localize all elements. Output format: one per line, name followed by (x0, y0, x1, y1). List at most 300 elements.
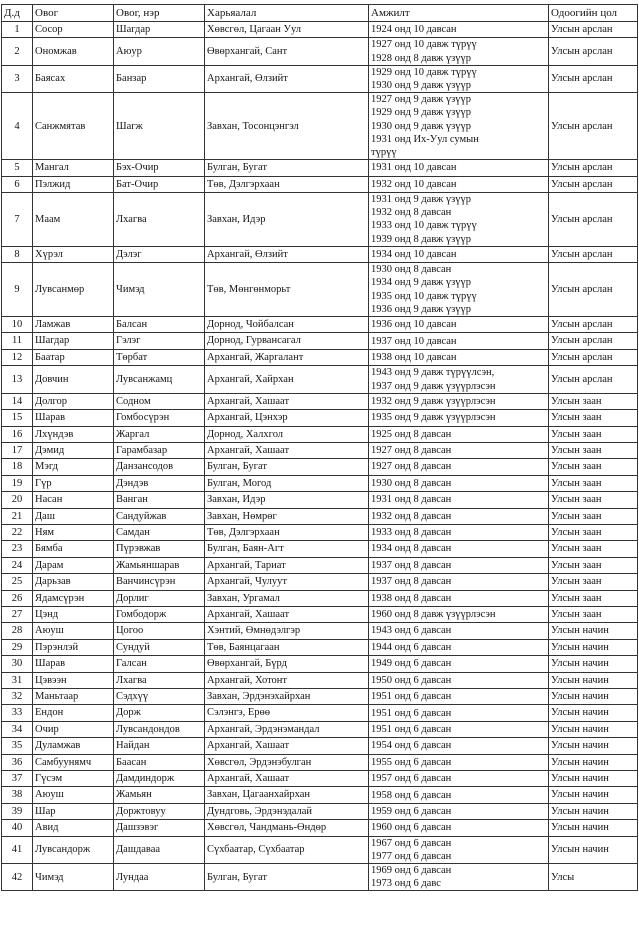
achievement-line: 1930 онд 8 давсан (371, 477, 452, 489)
cell-achievement (369, 38, 549, 65)
cell-name: Шагдар (114, 22, 205, 38)
cell-origin: Завхан, Идэр (205, 193, 369, 247)
cell-surname: Баатар (33, 349, 114, 365)
table-row (2, 836, 638, 863)
achievement-line: 1937 онд 8 давсан (371, 576, 452, 588)
cell-origin: Дорнод, Чойбалсан (205, 317, 369, 333)
achievement-line: 1935 онд 10 давж түрүү (371, 290, 477, 302)
cell-achievement (369, 410, 549, 426)
cell-title: Улсын арслан (549, 22, 638, 38)
table-row (2, 22, 638, 38)
table-row (2, 689, 638, 705)
cell-name: Жаргал (114, 426, 205, 442)
cell-name: Балсан (114, 317, 205, 333)
cell-surname: Аюуш (33, 787, 114, 803)
cell-surname: Дарьзав (33, 574, 114, 590)
achievement-line: 1949 онд 6 давсан (371, 658, 452, 670)
cell-number: 12 (2, 349, 33, 365)
cell-number: 33 (2, 705, 33, 721)
achievement-line: 1954 онд 6 давсан (371, 740, 452, 752)
cell-number: 34 (2, 721, 33, 737)
cell-name: Төрбат (114, 349, 205, 365)
cell-title: Улсын заан (549, 508, 638, 524)
table-row (2, 787, 638, 803)
cell-name: Чимэд (114, 263, 205, 317)
cell-achievement (369, 541, 549, 557)
table-row (2, 656, 638, 672)
achievement-line: 1950 онд 6 давсан (371, 674, 452, 686)
cell-surname: Шар (33, 803, 114, 819)
cell-title: Улсын арслан (549, 160, 638, 176)
cell-achievement (369, 193, 549, 247)
cell-name: Галсан (114, 656, 205, 672)
table-row (2, 864, 638, 891)
cell-achievement (369, 508, 549, 524)
cell-number: 16 (2, 426, 33, 442)
achievement-line: 1927 онд 8 давсан (371, 445, 452, 457)
cell-surname: Хүрэл (33, 246, 114, 262)
cell-origin: Хөвсгөл, Чандмань-Өндөр (205, 820, 369, 836)
cell-number: 15 (2, 410, 33, 426)
cell-surname: Очир (33, 721, 114, 737)
cell-origin: Архангай, Хайрхан (205, 366, 369, 393)
achievement-line: 1931 онд 8 давсан (371, 494, 452, 506)
achievement-line: 1932 онд 8 давсан (371, 207, 452, 219)
cell-surname: Самбуунямч (33, 754, 114, 770)
cell-surname: Лувсандорж (33, 836, 114, 863)
cell-title: Улсын заан (549, 590, 638, 606)
table-row (2, 639, 638, 655)
cell-number: 13 (2, 366, 33, 393)
wrestlers-table (1, 4, 638, 891)
cell-title: Улсын начин (549, 820, 638, 836)
cell-achievement (369, 557, 549, 573)
cell-surname: Ядамсүрэн (33, 590, 114, 606)
cell-title: Улсын арслан (549, 65, 638, 92)
cell-number: 39 (2, 803, 33, 819)
cell-achievement (369, 864, 549, 891)
cell-name: Ванчинсүрэн (114, 574, 205, 590)
achievement-line: 1938 онд 10 давсан (371, 351, 457, 363)
table-row (2, 557, 638, 573)
cell-title: Улсын начин (549, 738, 638, 754)
table-row (2, 508, 638, 524)
cell-title: Улсын заан (549, 557, 638, 573)
cell-number: 11 (2, 333, 33, 349)
cell-origin: Төв, Дэлгэрхаан (205, 176, 369, 192)
cell-title: Улсын заан (549, 492, 638, 508)
cell-title: Улсын заан (549, 426, 638, 442)
cell-title: Улсын начин (549, 754, 638, 770)
col-header-surname: Овог (33, 5, 114, 22)
cell-achievement (369, 639, 549, 655)
achievement-line: 1927 онд 8 давсан (371, 461, 452, 473)
cell-title: Улсын начин (549, 836, 638, 863)
cell-name: Баасан (114, 754, 205, 770)
cell-origin: Архангай, Хашаат (205, 606, 369, 622)
cell-number: 30 (2, 656, 33, 672)
cell-number: 35 (2, 738, 33, 754)
cell-number: 9 (2, 263, 33, 317)
achievement-line: 1931 онд 10 давсан (371, 162, 457, 174)
table-row (2, 160, 638, 176)
cell-surname: Гүсэм (33, 771, 114, 787)
cell-origin: Завхан, Эрдэнэхайрхан (205, 689, 369, 705)
cell-origin: Дундговь, Эрдэнэдалай (205, 803, 369, 819)
achievement-line: 1932 онд 10 давсан (371, 178, 457, 190)
table-row (2, 738, 638, 754)
cell-achievement (369, 475, 549, 491)
cell-origin: Хэнтий, Өмнөдэлгэр (205, 623, 369, 639)
cell-surname: Цэнд (33, 606, 114, 622)
achievement-line: 1930 онд 9 давж үзүүр (371, 120, 472, 132)
cell-number: 19 (2, 475, 33, 491)
col-header-name: Овог, нэр (114, 5, 205, 22)
cell-title: Улсын начин (549, 623, 638, 639)
cell-name: Ванган (114, 492, 205, 508)
achievement-line: 1959 онд 6 давсан (371, 805, 452, 817)
cell-origin: Завхан, Нөмрөг (205, 508, 369, 524)
achievement-line: 1951 онд 6 давсан (371, 723, 452, 735)
col-header-number: Д.д (2, 5, 33, 22)
col-header-title: Одоогийн цол (549, 5, 638, 22)
cell-name: Сундуй (114, 639, 205, 655)
cell-achievement (369, 492, 549, 508)
achievement-line: 1934 онд 10 давсан (371, 248, 457, 260)
cell-title: Улсын арслан (549, 333, 638, 349)
cell-title: Улсын арслан (549, 176, 638, 192)
cell-origin: Өвөрхангай, Сант (205, 38, 369, 65)
cell-achievement (369, 623, 549, 639)
table-row (2, 771, 638, 787)
cell-name: Лхагва (114, 193, 205, 247)
cell-surname: Ендон (33, 705, 114, 721)
cell-title: Улсын начин (549, 689, 638, 705)
cell-name: Дашзэвэг (114, 820, 205, 836)
table-row (2, 623, 638, 639)
cell-title: Улсын начин (549, 803, 638, 819)
achievement-line: 1925 онд 8 давсан (371, 428, 452, 440)
achievement-line: 1936 онд 10 давсан (371, 319, 457, 331)
cell-number: 20 (2, 492, 33, 508)
cell-title: Улсын арслан (549, 93, 638, 160)
cell-achievement (369, 22, 549, 38)
cell-surname: Гүр (33, 475, 114, 491)
cell-number: 24 (2, 557, 33, 573)
cell-surname: Ономжав (33, 38, 114, 65)
cell-name: Самдан (114, 524, 205, 540)
cell-number: 1 (2, 22, 33, 38)
cell-name: Пүрэвжав (114, 541, 205, 557)
cell-number: 36 (2, 754, 33, 770)
cell-number: 40 (2, 820, 33, 836)
cell-achievement (369, 672, 549, 688)
achievement-line: 1936 онд 9 давж үзүүр (371, 303, 472, 315)
table-row (2, 410, 638, 426)
achievement-line: 1924 онд 10 давсан (371, 24, 457, 36)
cell-surname: Дэмид (33, 442, 114, 458)
cell-number: 8 (2, 246, 33, 262)
cell-name: Лхагва (114, 672, 205, 688)
achievement-line: 1932 онд 8 давсан (371, 510, 452, 522)
cell-number: 14 (2, 393, 33, 409)
achievement-line: 1960 онд 8 давж үзүүрлэсэн (371, 609, 496, 621)
cell-name: Дорж (114, 705, 205, 721)
cell-name: Гэлэг (114, 333, 205, 349)
table-row (2, 754, 638, 770)
table-row (2, 820, 638, 836)
achievement-line: 1937 онд 9 давж үзүүрлэсэн (371, 380, 496, 392)
cell-origin: Булган, Бугат (205, 864, 369, 891)
table-row (2, 475, 638, 491)
cell-title: Улсын заан (549, 574, 638, 590)
cell-achievement (369, 393, 549, 409)
cell-surname: Сосор (33, 22, 114, 38)
cell-title: Улсын заан (549, 541, 638, 557)
cell-name: Жамьяншарав (114, 557, 205, 573)
cell-achievement (369, 787, 549, 803)
achievement-line: 1932 онд 9 давж үзүүрлэсэн (371, 395, 496, 407)
cell-surname: Чимэд (33, 864, 114, 891)
cell-name: Дэндэв (114, 475, 205, 491)
cell-name: Найдан (114, 738, 205, 754)
achievement-line: 1943 онд 9 давж түрүүлсэн, (371, 367, 495, 379)
cell-origin: Завхан, Идэр (205, 492, 369, 508)
cell-title: Улсын арслан (549, 38, 638, 65)
table-row (2, 246, 638, 262)
achievement-line: 1957 онд 6 давсан (371, 773, 452, 785)
cell-title: Улсын начин (549, 721, 638, 737)
cell-achievement (369, 754, 549, 770)
cell-title: Улсын начин (549, 639, 638, 655)
cell-surname: Дарам (33, 557, 114, 573)
achievement-line: 1929 онд 10 давж түрүү (371, 66, 477, 78)
table-row (2, 606, 638, 622)
cell-achievement (369, 349, 549, 365)
cell-origin: Архангай, Жаргалант (205, 349, 369, 365)
table-row (2, 442, 638, 458)
achievement-line: 1934 онд 9 давж үзүүр (371, 277, 472, 289)
achievement-line: 1937 онд 8 давсан (371, 559, 452, 571)
cell-number: 5 (2, 160, 33, 176)
cell-name: Бат-Очир (114, 176, 205, 192)
table-row (2, 93, 638, 160)
cell-origin: Архангай, Өлзийт (205, 246, 369, 262)
col-header-achievement: Амжилт (369, 5, 549, 22)
achievement-line: түрүү (371, 147, 397, 159)
achievement-line: 1943 онд 6 давсан (371, 625, 452, 637)
table-row (2, 574, 638, 590)
cell-surname: Лхүндэв (33, 426, 114, 442)
cell-surname: Шарав (33, 656, 114, 672)
cell-origin: Архангай, Өлзийт (205, 65, 369, 92)
cell-surname: Лувсанмөр (33, 263, 114, 317)
achievement-line: 1927 онд 9 давж үзүүр (371, 94, 472, 106)
cell-achievement (369, 689, 549, 705)
cell-title: Улсын заан (549, 475, 638, 491)
achievement-line: 1927 онд 10 давж түрүү (371, 39, 477, 51)
table-row (2, 721, 638, 737)
cell-achievement (369, 803, 549, 819)
cell-achievement (369, 771, 549, 787)
cell-title: Улсын заан (549, 459, 638, 475)
cell-achievement (369, 65, 549, 92)
achievement-line: 1967 онд 6 давсан (371, 837, 452, 849)
cell-origin: Архангай, Тариат (205, 557, 369, 573)
cell-origin: Сүхбаатар, Сүхбаатар (205, 836, 369, 863)
cell-achievement (369, 176, 549, 192)
cell-title: Улсын начин (549, 787, 638, 803)
cell-number: 37 (2, 771, 33, 787)
cell-number: 21 (2, 508, 33, 524)
achievement-line: 1960 онд 6 давсан (371, 822, 452, 834)
achievement-line: 1958 онд 6 давсан (371, 789, 452, 801)
cell-name: Бэх-Очир (114, 160, 205, 176)
cell-name: Лувсанжамц (114, 366, 205, 393)
table-row (2, 38, 638, 65)
cell-surname: Мангал (33, 160, 114, 176)
cell-number: 25 (2, 574, 33, 590)
achievement-line: 1931 онд Их-Уул сумын (371, 133, 479, 145)
table-row (2, 590, 638, 606)
cell-origin: Төв, Мөнгөнморьт (205, 263, 369, 317)
cell-origin: Завхан, Ургамал (205, 590, 369, 606)
achievement-line: 1935 онд 9 давж үзүүрлэсэн (371, 412, 496, 424)
cell-origin: Архангай, Эрдэнэмандал (205, 721, 369, 737)
cell-achievement (369, 738, 549, 754)
achievement-line: 1931 онд 9 давж үзүүр (371, 194, 472, 206)
cell-surname: Пэлжид (33, 176, 114, 192)
table-row (2, 393, 638, 409)
cell-name: Лувсандондов (114, 721, 205, 737)
cell-number: 32 (2, 689, 33, 705)
cell-achievement (369, 246, 549, 262)
cell-title: Улсын начин (549, 705, 638, 721)
achievement-line: 1930 онд 9 давж үзүүр (371, 80, 472, 92)
cell-number: 23 (2, 541, 33, 557)
cell-origin: Булган, Баян-Агт (205, 541, 369, 557)
achievement-line: 1933 онд 10 давж түрүү (371, 220, 477, 232)
cell-surname: Ламжав (33, 317, 114, 333)
table-row (2, 263, 638, 317)
cell-surname: Шарав (33, 410, 114, 426)
cell-origin: Завхан, Тосонцэнгэл (205, 93, 369, 160)
cell-number: 29 (2, 639, 33, 655)
cell-achievement (369, 606, 549, 622)
cell-number: 28 (2, 623, 33, 639)
cell-title: Улсын начин (549, 672, 638, 688)
cell-name: Доржтовуу (114, 803, 205, 819)
cell-number: 17 (2, 442, 33, 458)
cell-achievement (369, 366, 549, 393)
cell-achievement (369, 160, 549, 176)
cell-surname: Даш (33, 508, 114, 524)
table-row (2, 176, 638, 192)
cell-origin: Архангай, Цэнхэр (205, 410, 369, 426)
table-row (2, 426, 638, 442)
table-row (2, 803, 638, 819)
cell-surname: Пэрэнлэй (33, 639, 114, 655)
cell-surname: Мэгд (33, 459, 114, 475)
cell-number: 4 (2, 93, 33, 160)
cell-surname: Ням (33, 524, 114, 540)
achievement-line: 1930 онд 8 давсан (371, 264, 452, 276)
cell-origin: Архангай, Хашаат (205, 738, 369, 754)
cell-surname: Бямба (33, 541, 114, 557)
cell-achievement (369, 426, 549, 442)
table-row (2, 492, 638, 508)
cell-origin: Архангай, Хашаат (205, 771, 369, 787)
achievement-line: 1969 онд 6 давсан (371, 865, 452, 877)
cell-origin: Сэлэнгэ, Ерөө (205, 705, 369, 721)
cell-origin: Архангай, Хашаат (205, 393, 369, 409)
cell-number: 3 (2, 65, 33, 92)
cell-title: Улсын начин (549, 771, 638, 787)
cell-title: Улсын заан (549, 410, 638, 426)
cell-name: Содном (114, 393, 205, 409)
cell-surname: Довчин (33, 366, 114, 393)
table-row (2, 333, 638, 349)
cell-name: Шагж (114, 93, 205, 160)
cell-title: Улсын арслан (549, 317, 638, 333)
cell-name: Гарамбазар (114, 442, 205, 458)
cell-achievement (369, 721, 549, 737)
cell-origin: Завхан, Цагаанхайрхан (205, 787, 369, 803)
cell-origin: Төв, Дэлгэрхаан (205, 524, 369, 540)
achievement-line: 1934 онд 8 давсан (371, 543, 452, 555)
cell-number: 26 (2, 590, 33, 606)
cell-name: Сэдхүү (114, 689, 205, 705)
cell-name: Гомбосүрэн (114, 410, 205, 426)
cell-origin: Архангай, Хотонт (205, 672, 369, 688)
cell-name: Дашдаваа (114, 836, 205, 863)
achievement-line: 1951 онд 6 давсан (371, 691, 452, 703)
cell-surname: Авид (33, 820, 114, 836)
achievement-line: 1955 онд 6 давсан (371, 756, 452, 768)
cell-achievement (369, 442, 549, 458)
cell-achievement (369, 317, 549, 333)
cell-name: Жамьян (114, 787, 205, 803)
cell-name: Цогоо (114, 623, 205, 639)
cell-origin: Архангай, Чулуут (205, 574, 369, 590)
cell-number: 38 (2, 787, 33, 803)
cell-achievement (369, 333, 549, 349)
table-row (2, 65, 638, 92)
cell-name: Данзансодов (114, 459, 205, 475)
cell-achievement (369, 656, 549, 672)
cell-origin: Өвөрхангай, Бүрд (205, 656, 369, 672)
table-row (2, 459, 638, 475)
table-body (2, 22, 638, 891)
cell-name: Банзар (114, 65, 205, 92)
cell-achievement (369, 836, 549, 863)
cell-number: 18 (2, 459, 33, 475)
cell-achievement (369, 93, 549, 160)
cell-number: 10 (2, 317, 33, 333)
achievement-line: 1933 онд 8 давсан (371, 527, 452, 539)
cell-number: 6 (2, 176, 33, 192)
cell-title: Улсын арслан (549, 246, 638, 262)
cell-title: Улсын арслан (549, 193, 638, 247)
cell-surname: Маньтаар (33, 689, 114, 705)
table-row (2, 524, 638, 540)
achievement-line: 1951 онд 6 давсан (371, 707, 452, 719)
cell-number: 41 (2, 836, 33, 863)
cell-origin: Дорнод, Гурвансагал (205, 333, 369, 349)
cell-origin: Булган, Бугат (205, 459, 369, 475)
cell-name: Лундаа (114, 864, 205, 891)
table-row (2, 349, 638, 365)
